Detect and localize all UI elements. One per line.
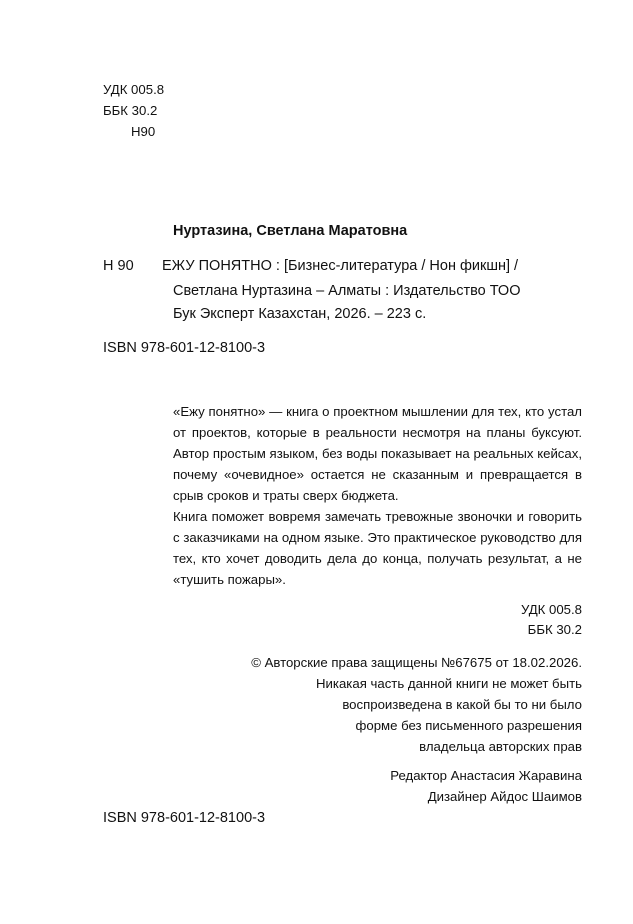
- catalog-mark: Н 90: [103, 258, 134, 274]
- udk-code-right: УДК 005.8: [520, 602, 582, 617]
- annotation: [173, 401, 582, 590]
- editor-credit: Редактор Анастасия Жаравина: [390, 768, 582, 783]
- bbk-code-right: ББК 30.2: [527, 622, 582, 637]
- copyright-line-4: форме без письменного разрешения: [355, 718, 582, 733]
- catalog-line-2: Светлана Нуртазина – Алматы : Издательство ТОО: [173, 283, 521, 299]
- copyright-line-1: © Авторские права защищены №67675 от 18.02.2026.: [251, 655, 582, 670]
- copyright-line-3: воспроизведена в какой бы то ни было: [342, 697, 582, 712]
- catalog-line-1: ЕЖУ ПОНЯТНО : [Бизнес-литература / Нон фикшн] /: [162, 258, 519, 274]
- isbn-top: ISBN 978-601-12-8100-3: [103, 340, 266, 356]
- udk-code: УДК 005.8: [103, 82, 165, 97]
- bbk-code: ББК 30.2: [103, 103, 158, 118]
- author-mark: Н90: [131, 124, 156, 139]
- annotation-paragraph-2: Книга поможет вовремя замечать тревожные звоночки и говорить с заказчиками на одном языке. Это практическое руководство для тех, кто хочет доводить дела до конца, получать результат, а не «тушить пожары».: [173, 509, 582, 587]
- designer-credit: Дизайнер Айдос Шаимов: [427, 789, 582, 804]
- catalog-line-3: Бук Эксперт Казахстан, 2026. – 223 с.: [173, 306, 427, 322]
- author-heading: Нуртазина, Светлана Маратовна: [173, 223, 408, 239]
- annotation-paragraph-1: «Ежу понятно» — книга о проектном мышлении для тех, кто устал от проектов, которые в реальности несмотря на планы буксуют. Автор простым языком, без воды показывает на реальных кейсах, почему «очевидное» остается не сказанным и превращается в срыв сроков и траты сверх бюджета.: [173, 404, 582, 503]
- copyright-line-5: владельца авторских прав: [419, 739, 582, 754]
- isbn-bottom: ISBN 978-601-12-8100-3: [103, 810, 266, 826]
- copyright-line-2: Никакая часть данной книги не может быть: [316, 676, 582, 691]
